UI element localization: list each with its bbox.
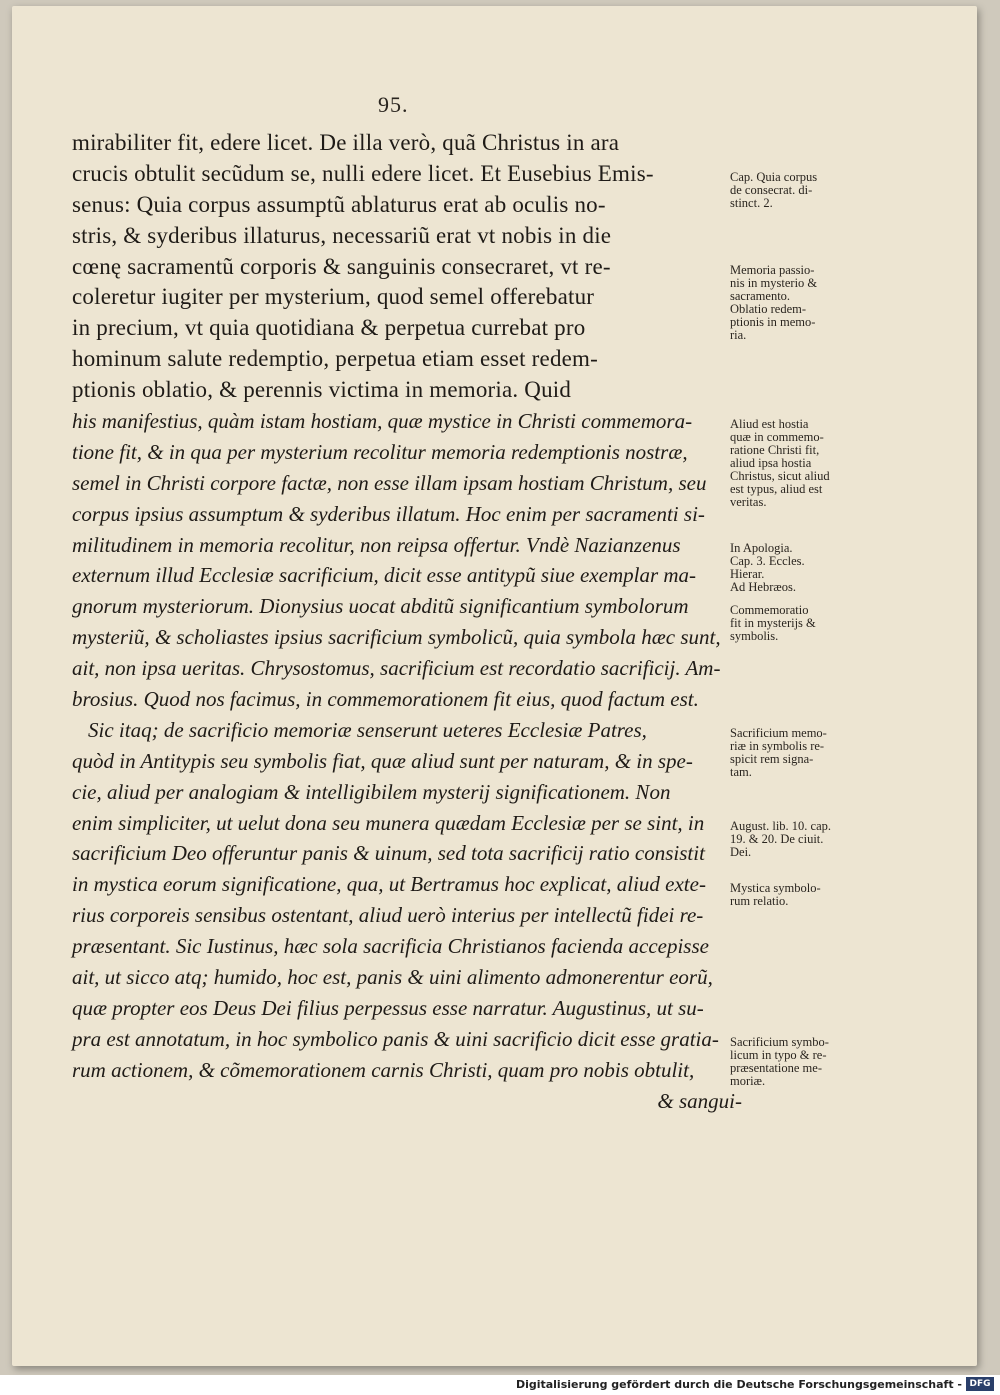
text-line: externum illud Ecclesiæ sacrificium, dicit esse antitypũ siue exemplar ma-: [72, 563, 697, 588]
text-line: tione fit, & in qua per mysterium recolitur memoria redemptionis nostræ,: [72, 439, 688, 464]
page-number: 95.: [378, 92, 409, 117]
text-line: his manifestius, quàm istam hostiam, quæ mystice in Christi commemora-: [72, 409, 693, 434]
margin-note: August. lib. 10. cap. 19. & 20. De ciuit. Dei.: [730, 818, 832, 859]
text-line: & sangui-: [657, 1088, 742, 1113]
text-line: hominum salute redemptio, perpetua etiam esset redem-: [72, 346, 599, 372]
text-line: corpus ipsius assumptum & syderibus illatum. Hoc enim per sacramenti si-: [72, 501, 705, 526]
funding-notice: Digitalisierung gefördert durch die Deutsche Forschungsgemeinschaft -: [515, 1378, 962, 1391]
margin-note: Sacrificium memo- riæ in symbolis re- spicit rem signa- tam.: [730, 726, 827, 780]
text-line: coleretur iugiter per mysterium, quod semel offerebatur: [72, 284, 595, 310]
text-line: pra est annotatum, in hoc symbolico panis & uini sacrificio dicit esse gratia-: [72, 1026, 719, 1051]
text-line: rum actionem, & cõmemorationem carnis Christi, quam pro nobis obtulit,: [72, 1057, 695, 1082]
text-line: quæ propter eos Deus Dei filius perpessus esse narratur. Augustinus, ut su-: [72, 995, 704, 1020]
text-line: mirabiliter fit, edere licet. De illa verò, quã Christus in ara: [72, 130, 620, 155]
text-line: in precium, vt quia quotidiana & perpetua currebat pro: [72, 315, 586, 341]
margin-note: Cap. Quia corpus de consecrat. di- stinct. 2.: [730, 169, 818, 210]
footer-bar: [0, 1375, 1000, 1395]
margin-note: Memoria passio- nis in mysterio & sacramento. Oblatio redem- ptionis in memo- ria.: [730, 262, 818, 342]
text-line: senus: Quia corpus assumptũ ablaturus erat ab oculis no-: [72, 191, 606, 217]
main-text-block: [72, 128, 742, 1117]
text-line: præsentant. Sic Iustinus, hæc sola sacrificia Christianos facienda accepisse: [72, 934, 709, 959]
text-line: stris, & syderibus illaturus, necessariũ erat vt nobis in die: [72, 222, 612, 248]
text-line: cœnę sacramentũ corporis & sanguinis consecraret, vt re-: [72, 253, 611, 279]
text-line: semel in Christi corpore factæ, non esse illam ipsam hostiam Christum, seu: [72, 470, 707, 495]
text-line: rius corporeis sensibus ostentant, aliud uerò interius per intellectũ fidei re-: [72, 903, 704, 928]
text-line: mysteriũ, & scholiastes ipsius sacrificium symbolicũ, quia symbola hæc sunt,: [72, 625, 721, 650]
text-line: sacrificium Deo offeruntur panis & uinum, sed tota sacrificij ratio consistit: [72, 841, 705, 866]
margin-note: In Apologia. Cap. 3. Eccles. Hierar. Ad Hebræos.: [730, 540, 805, 594]
text-line: gnorum mysteriorum. Dionysius uocat abditũ significantium symbolorum: [72, 594, 689, 619]
text-line: enim simpliciter, ut uelut dona seu munera quædam Ecclesiæ per se sint, in: [72, 810, 705, 835]
dfg-logo-icon: DFG: [966, 1377, 994, 1391]
text-line: militudinem in memoria recolitur, non reipsa offertur. Vndè Nazianzenus: [72, 532, 681, 557]
text-line: cie, aliud per analogiam & intelligibilem mysterij significationem. Non: [72, 779, 671, 804]
text-line: brosius. Quod nos facimus, in commemorationem fit eius, quod factum est.: [72, 687, 699, 712]
margin-note: Commemoratio fit in mysterijs & symbolis.: [730, 602, 816, 643]
text-line: quòd in Antitypis seu symbolis fiat, quæ aliud sunt per naturam, & in spe-: [72, 748, 693, 773]
text-line: ptionis oblatio, & perennis victima in memoria. Quid: [72, 377, 572, 403]
text-line: Sic itaq; de sacrificio memoriæ senserunt ueteres Ecclesiæ Patres,: [88, 717, 647, 742]
margin-note: Mystica symbolo- rum relatio.: [730, 880, 821, 908]
margin-note: Sacrificium symbo- licum in typo & re- præsentatione me- moriæ.: [730, 1035, 829, 1089]
text-line: ait, non ipsa ueritas. Chrysostomus, sacrificium est recordatio sacrificij. Am-: [72, 656, 721, 681]
text-line: crucis obtulit secũdum se, nulli edere licet. Et Eusebius Emis-: [72, 160, 654, 186]
text-line: in mystica eorum significatione, qua, ut Bertramus hoc explicat, aliud exte-: [72, 872, 706, 897]
margin-note: Aliud est hostia quæ in commemo- ratione Christi fit, aliud ipsa hostia Christus, sicut aliud est typus, aliud est veritas.: [730, 417, 830, 510]
text-line: ait, ut sicco atq; humido, hoc est, panis & uini alimento admonerentur eorũ,: [72, 965, 713, 990]
